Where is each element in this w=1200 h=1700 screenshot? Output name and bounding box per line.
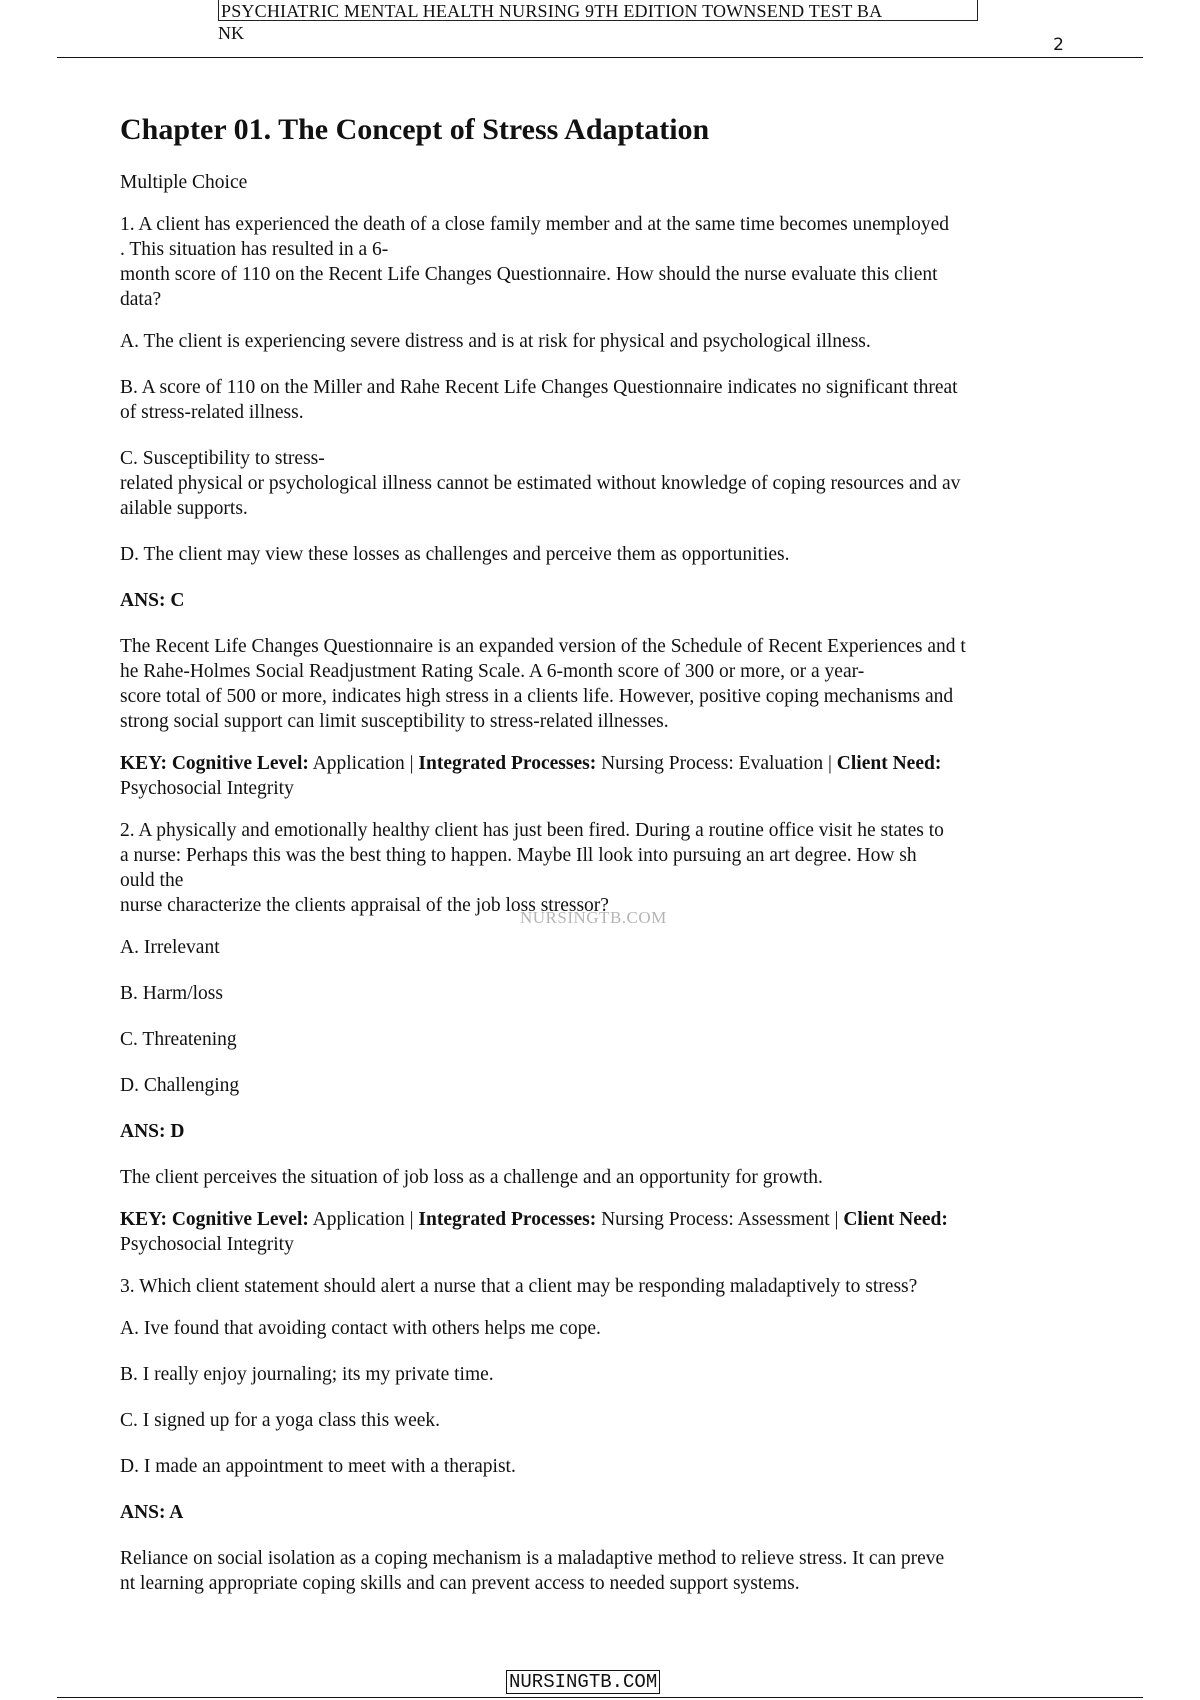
option-b: B. A score of 110 on the Miller and Rahe Recent Life Changes Questionnaire indicates no significant threat of stress-related illness. xyxy=(120,377,958,423)
option-d: D. I made an appointment to meet with a therapist. xyxy=(120,1456,516,1477)
option-d: D. Challenging xyxy=(120,1075,240,1096)
question-stem: 1. A client has experienced the death of a close family member and at the same time becomes unemployed . This situation has resulted in a 6- month score of 110 on the Recent Life Changes Questionnaire. How should the nurse evaluate this client data? xyxy=(120,214,949,310)
header-title-continuation: NK xyxy=(218,23,244,43)
answer: ANS: D xyxy=(120,1121,185,1142)
option-c: C. Threatening xyxy=(120,1029,237,1050)
page-number: 2 xyxy=(1053,35,1064,55)
option-a: A. Irrelevant xyxy=(120,937,220,958)
question-2 xyxy=(120,818,1080,1257)
option-b: B. I really enjoy journaling; its my private time. xyxy=(120,1364,494,1385)
rationale: Reliance on social isolation as a coping mechanism is a maladaptive method to relieve stress. It can preve nt learning appropriate coping skills and can prevent access to needed support systems. xyxy=(120,1548,945,1594)
document-body xyxy=(120,110,1080,1613)
answer: ANS: C xyxy=(120,590,185,611)
answer: ANS: A xyxy=(120,1502,184,1523)
footer-watermark: NURSINGTB.COM xyxy=(506,1670,660,1694)
key-line: KEY: Cognitive Level: Application | Integrated Processes: Nursing Process: Assessment | Client Need: Psychosocial Integrity xyxy=(120,1209,948,1255)
question-stem: 2. A physically and emotionally healthy client has just been fired. During a routine office visit he states to a nurse: Perhaps this was the best thing to happen. Maybe Ill look into pursuing an art degree. How sh ould the nurse characterize the clients appraisal of the job loss stressor? xyxy=(120,820,944,916)
option-a: A. Ive found that avoiding contact with others helps me cope. xyxy=(120,1318,601,1339)
header-title: PSYCHIATRIC MENTAL HEALTH NURSING 9TH EDITION TOWNSEND TEST BA xyxy=(221,1,883,21)
question-stem: 3. Which client statement should alert a nurse that a client may be responding maladaptively to stress? xyxy=(120,1276,918,1297)
watermark: NURSINGTB.COM xyxy=(520,908,667,927)
chapter-title: Chapter 01. The Concept of Stress Adaptation xyxy=(120,113,710,146)
rationale: The client perceives the situation of job loss as a challenge and an opportunity for growth. xyxy=(120,1167,823,1188)
option-c: C. I signed up for a yoga class this week. xyxy=(120,1410,441,1431)
footer-rule xyxy=(57,1697,1143,1698)
section-label: Multiple Choice xyxy=(120,172,248,193)
option-c: C. Susceptibility to stress- related physical or psychological illness cannot be estimated without knowledge of coping resources and av ailable supports. xyxy=(120,448,961,519)
option-b: B. Harm/loss xyxy=(120,983,223,1004)
key-line: KEY: Cognitive Level: Application | Integrated Processes: Nursing Process: Evaluation | Client Need: Psychosocial Integrity xyxy=(120,753,942,799)
option-a: A. The client is experiencing severe distress and is at risk for physical and psychological illness. xyxy=(120,331,871,352)
header-title-box xyxy=(218,0,978,21)
rationale: The Recent Life Changes Questionnaire is an expanded version of the Schedule of Recent Experiences and t he Rahe-Holmes Social Readjustment Rating Scale. A 6-month score of 300 or more, or a year- score total of 500 or more, indicates high stress in a clients life. However, positive coping mechanisms and strong social support can limit susceptibility to stress-related illnesses. xyxy=(120,636,966,732)
header-rule xyxy=(57,57,1143,58)
question-3 xyxy=(120,1274,1080,1596)
question-1 xyxy=(120,212,1080,801)
option-d: D. The client may view these losses as challenges and perceive them as opportunities. xyxy=(120,544,790,565)
